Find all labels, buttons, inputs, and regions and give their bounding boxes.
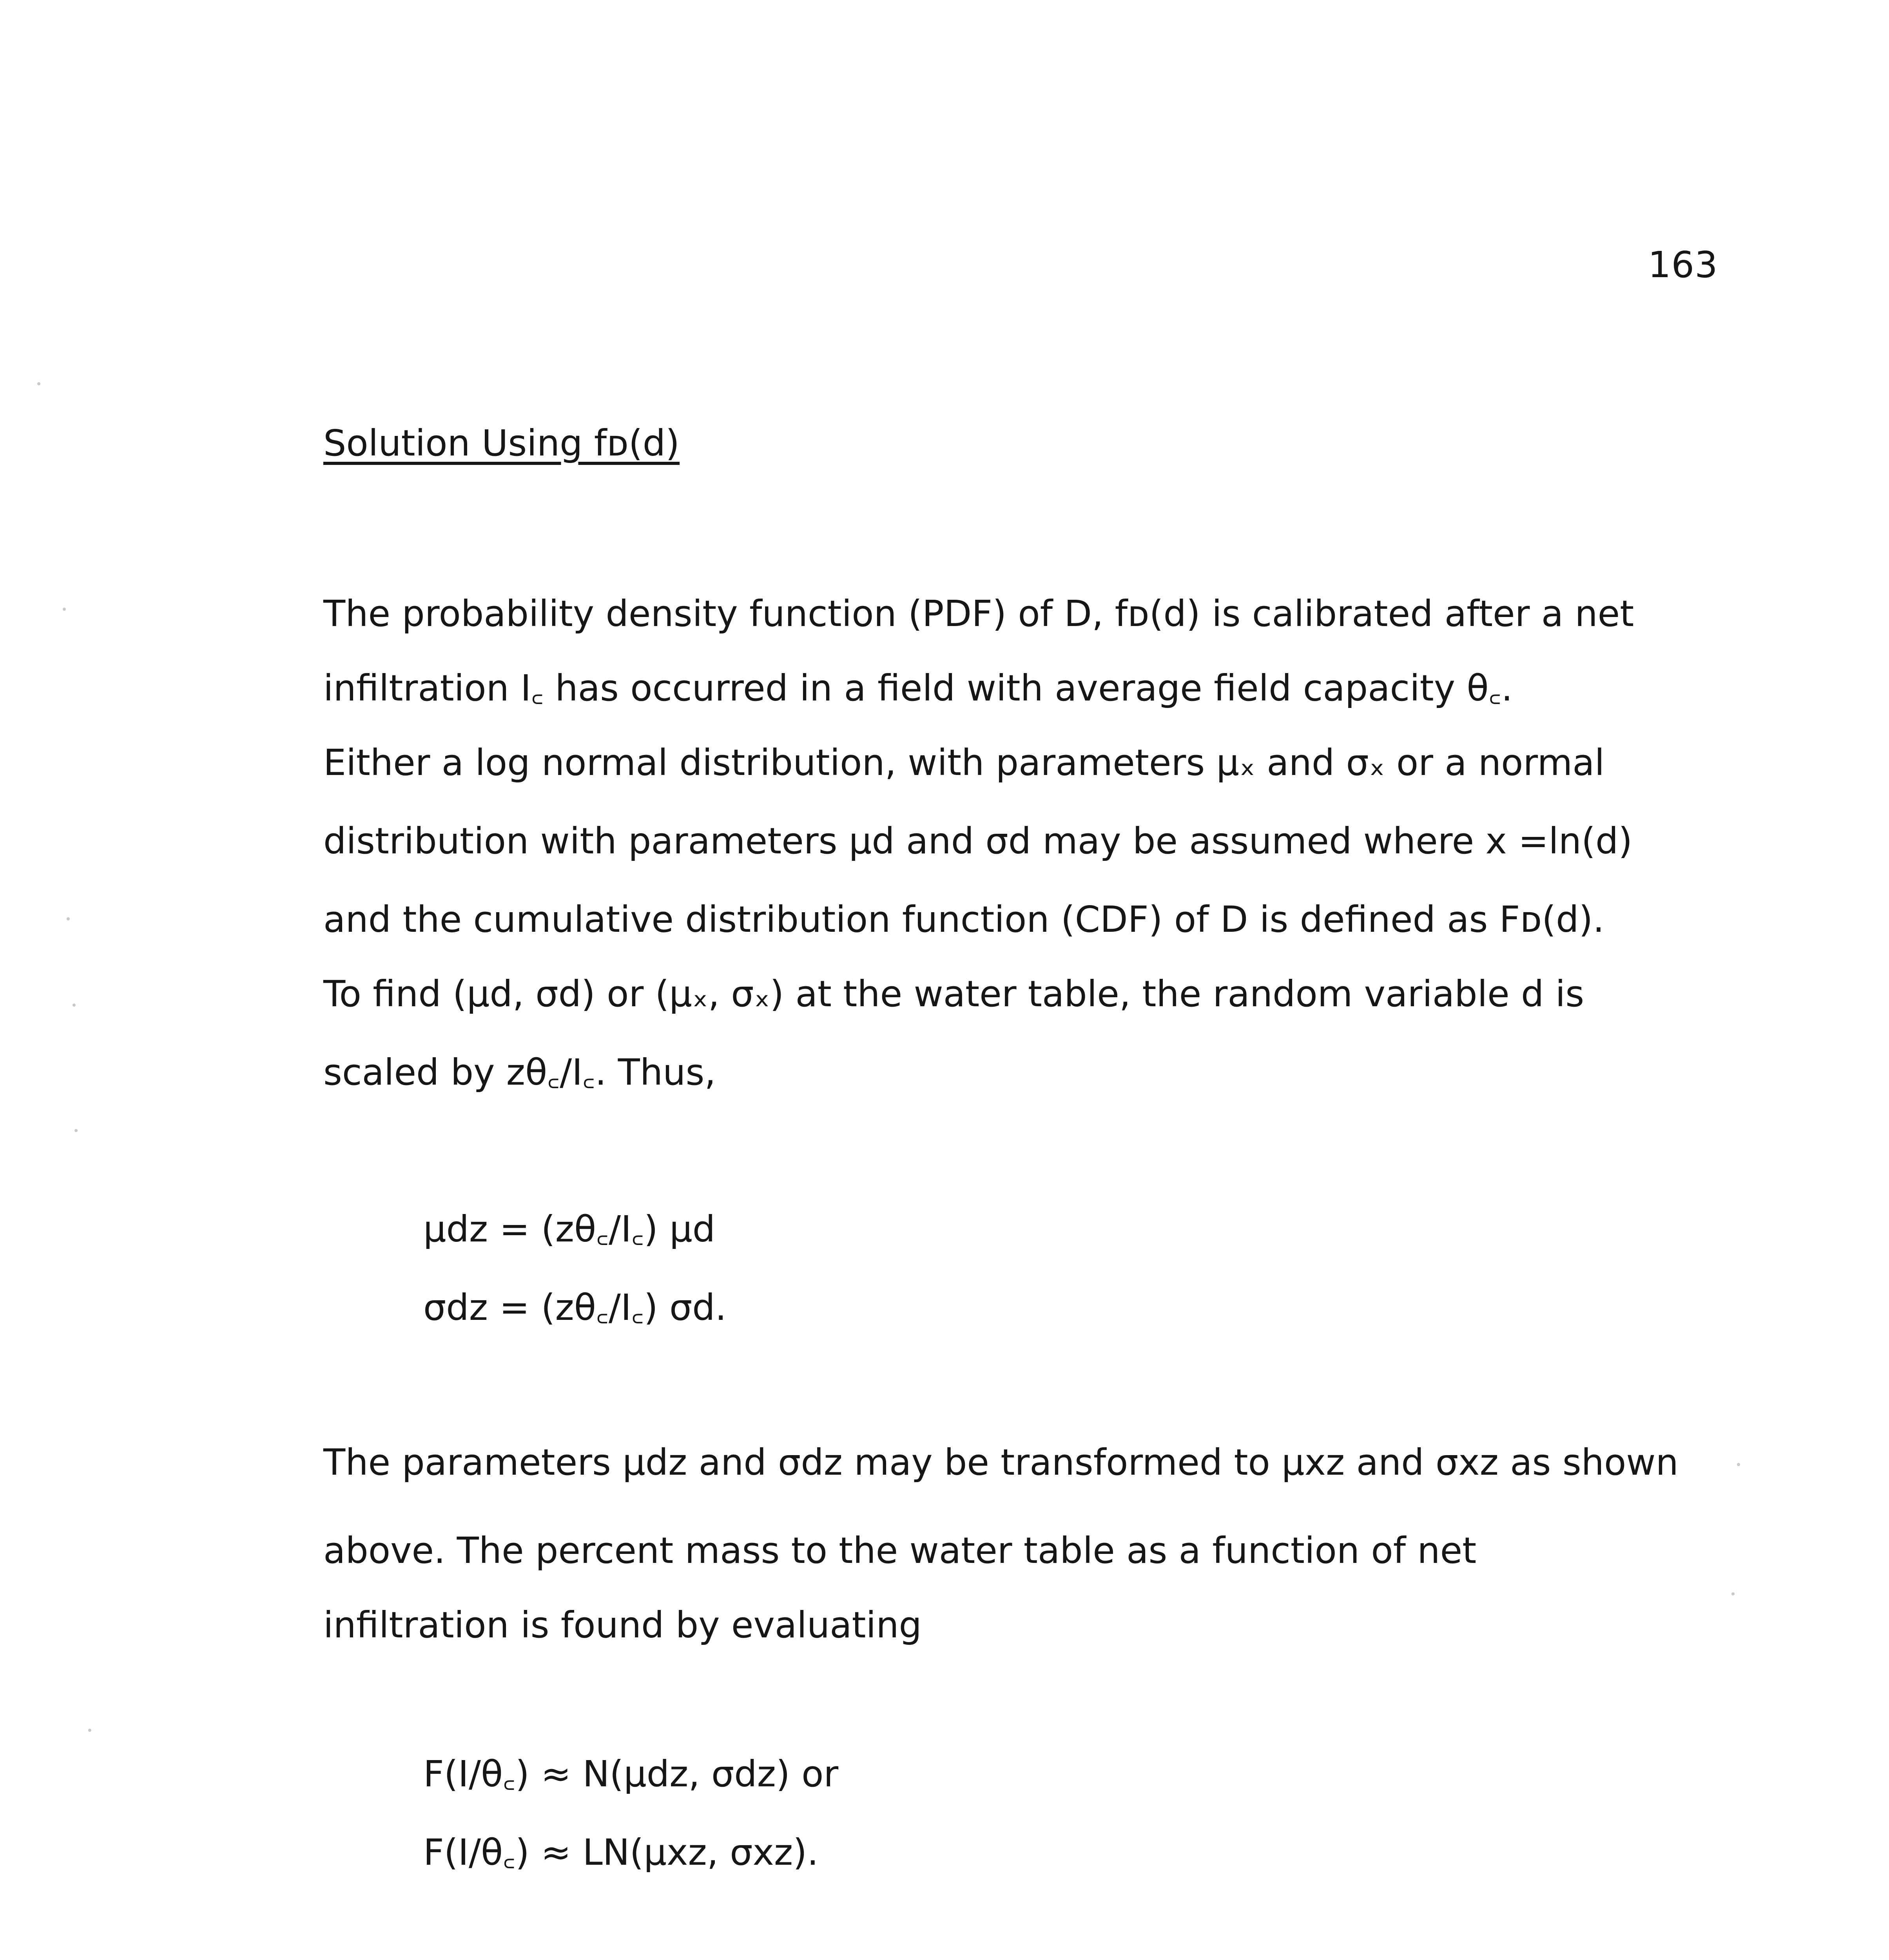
scan-speck [1737,1463,1740,1466]
scan-speck [88,1729,91,1732]
page-number: 163 [1648,244,1718,286]
paragraph-2-line-3: infiltration is found by evaluating [323,1604,922,1646]
paragraph-1-line-7: scaled by zθ꜀/I꜀. Thus, [323,1051,716,1093]
scan-speck [63,608,66,611]
equation-normal: F(I/θ꜀) ≈ N(μdz, σdz) or [423,1753,839,1795]
paragraph-1-line-2: infiltration I꜀ has occurred in a field with average field capacity θ꜀. [323,667,1513,709]
paragraph-1-line-3: Either a log normal distribution, with parameters μₓ and σₓ or a normal [323,742,1605,784]
paragraph-1-line-5: and the cumulative distribution function (CDF) of D is defined as Fᴅ(d). [323,898,1604,940]
equation-sigma-dz: σdz = (zθ꜀/I꜀) σd. [423,1287,727,1328]
equation-lognormal: F(I/θ꜀) ≈ LN(μxz, σxz). [423,1831,819,1873]
scan-speck [1731,1592,1735,1595]
paragraph-1-line-6: To find (μd, σd) or (μₓ, σₓ) at the water table, the random variable d is [323,973,1584,1015]
paragraph-1-line-1: The probability density function (PDF) of D, fᴅ(d) is calibrated after a net [323,593,1634,635]
scan-speck [73,1004,76,1007]
paragraph-1-line-4: distribution with parameters μd and σd may be assumed where x =ln(d) [323,820,1633,862]
scan-speck [37,382,40,385]
section-heading: Solution Using fᴅ(d) [323,422,680,464]
paragraph-2-line-1: The parameters μdz and σdz may be transformed to μxz and σxz as shown [323,1441,1679,1483]
equation-mu-dz: μdz = (zθ꜀/I꜀) μd [423,1208,716,1250]
scan-speck [74,1129,78,1132]
paragraph-2-line-2: above. The percent mass to the water table as a function of net [323,1530,1477,1572]
scan-speck [67,917,70,920]
